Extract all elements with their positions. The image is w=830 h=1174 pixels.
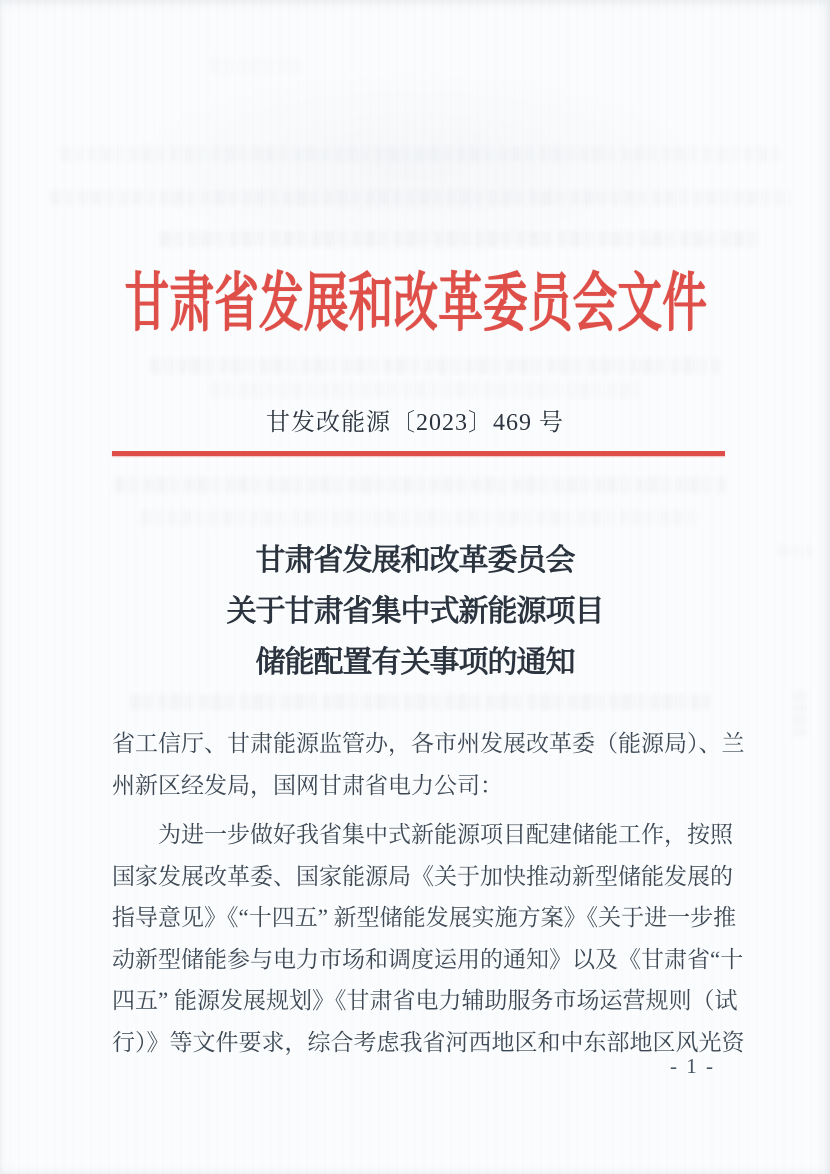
scan-bleedthrough-artifact — [160, 231, 760, 247]
document-body — [112, 723, 745, 1063]
page-number: - 1 - — [670, 1054, 715, 1078]
salutation-line: 省工信厅、甘肃能源监管办，各市州发展改革委（能源局）、兰 — [112, 731, 745, 756]
scan-bleedthrough-artifact — [115, 477, 727, 493]
document-title — [0, 535, 830, 688]
body-text-line: 动新型储能参与电力市场和调度运用的通知》以及《甘肃省“十 — [112, 946, 744, 972]
agency-letterhead-title: 甘肃省发展和改革委员会文件 — [124, 268, 707, 339]
red-divider-line — [112, 451, 725, 456]
scan-bleedthrough-artifact — [210, 58, 300, 74]
body-text-line: 国家发展改革委、国家能源局《关于加快推动新型储能发展的 — [112, 863, 733, 889]
body-text-line: 为进一步做好我省集中式新能源项目配建储能工作，按照 — [158, 822, 733, 847]
scan-bleedthrough-artifact — [60, 146, 780, 162]
document-title-line: 储能配置有关事项的通知 — [255, 646, 575, 679]
salutation-line: 州新区经发局，国网甘肃省电力公司： — [112, 772, 503, 798]
scan-bleedthrough-artifact — [150, 358, 720, 374]
scan-bleedthrough-artifact — [130, 694, 710, 710]
body-text-line: 行）》等文件要求，综合考虑我省河西地区和中东部地区风光资 — [112, 1029, 745, 1055]
body-text-line: 四五” 能源发展规划》《甘肃省电力辅助服务市场运营规则（试 — [112, 988, 738, 1013]
document-title-line: 甘肃省发展和改革委员会 — [255, 544, 575, 577]
body-text-line: 指导意见》《“十四五” 新型储能发展实施方案》《关于进一步推 — [112, 905, 737, 930]
scan-bleedthrough-artifact — [140, 510, 700, 526]
scan-bleedthrough-artifact — [50, 190, 790, 206]
document-reference-number: 甘发改能源〔2023〕469 号 — [266, 410, 564, 436]
document-title-line: 关于甘肃省集中式新能源项目 — [226, 595, 604, 628]
scan-bleedthrough-artifact — [792, 688, 807, 736]
scan-bleedthrough-artifact — [210, 382, 640, 398]
